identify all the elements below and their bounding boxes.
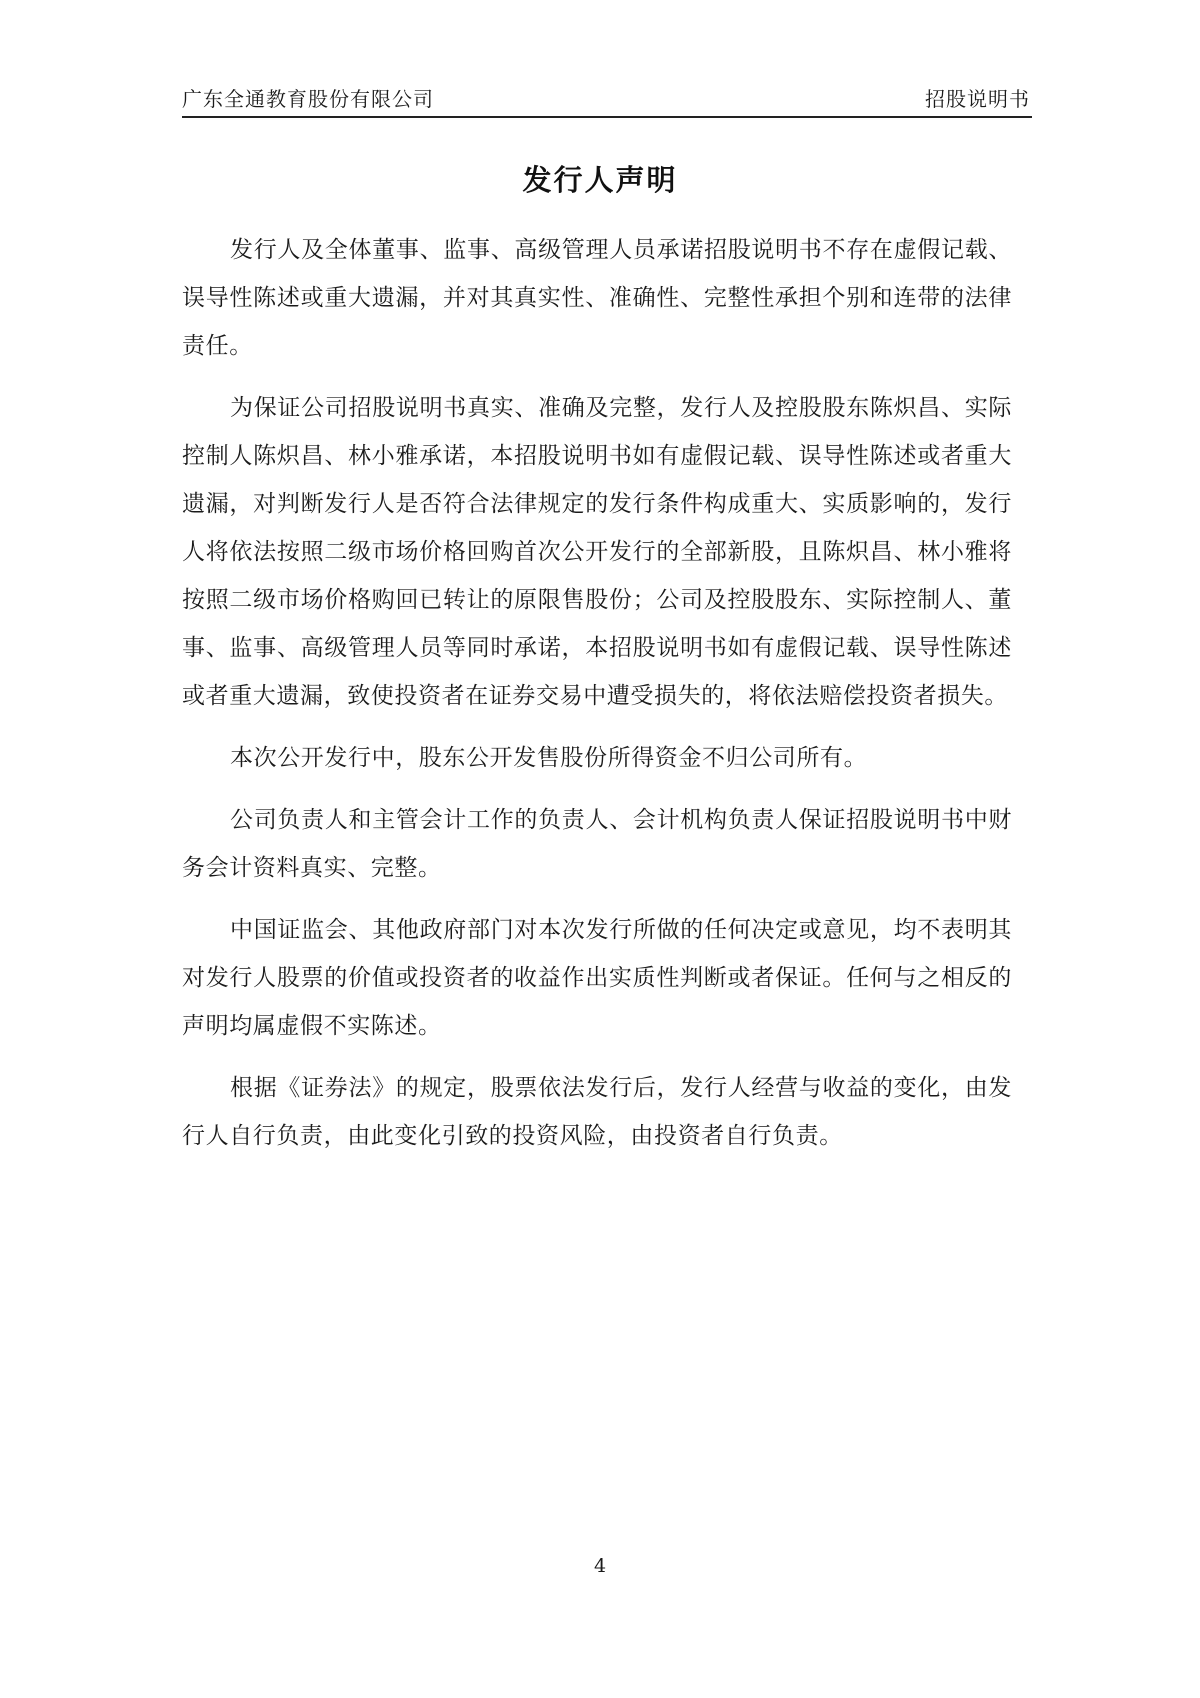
header-company-name: 广东全通教育股份有限公司 bbox=[182, 87, 434, 111]
declaration-body bbox=[182, 226, 1012, 1174]
paragraph-financial-data: 公司负责人和主管会计工作的负责人、会计机构负责人保证招股说明书中财务会计资料真实、完整。 bbox=[182, 807, 1012, 881]
header-document-type: 招股说明书 bbox=[925, 87, 1030, 111]
paragraph-investment-risk: 根据《证券法》的规定，股票依法发行后，发行人经营与收益的变化，由发行人自行负责，由此变化引致的投资风险，由投资者自行负责。 bbox=[182, 1075, 1012, 1149]
page-number: 4 bbox=[593, 1555, 607, 1577]
paragraph-proceeds: 本次公开发行中，股东公开发售股份所得资金不归公司所有。 bbox=[230, 745, 868, 771]
paragraph-csrc-disclaimer: 中国证监会、其他政府部门对本次发行所做的任何决定或意见，均不表明其对发行人股票的价值或投资者的收益作出实质性判断或者保证。任何与之相反的声明均属虚假不实陈述。 bbox=[182, 917, 1012, 1039]
page-title: 发行人声明 bbox=[522, 163, 678, 197]
page-header bbox=[182, 82, 1032, 118]
paragraph-commitment: 发行人及全体董事、监事、高级管理人员承诺招股说明书不存在虚假记载、误导性陈述或重大遗漏，并对其真实性、准确性、完整性承担个别和连带的法律责任。 bbox=[182, 237, 1012, 359]
paragraph-buyback-compensation: 为保证公司招股说明书真实、准确及完整，发行人及控股股东陈炽昌、实际控制人陈炽昌、林小雅承诺，本招股说明书如有虚假记载、误导性陈述或者重大遗漏，对判断发行人是否符合法律规定的发行条件构成重大、实质影响的，发行人将依法按照二级市场价格回购首次公开发行的全部新股，且陈炽昌、林小雅将按照二级市场价格购回已转让的原限售股份；公司及控股股东、实际控制人、董事、监事、高级管理人员等同时承诺，本招股说明书如有虚假记载、误导性陈述或者重大遗漏，致使投资者在证券交易中遭受损失的，将依法赔偿投资者损失。 bbox=[182, 395, 1012, 709]
